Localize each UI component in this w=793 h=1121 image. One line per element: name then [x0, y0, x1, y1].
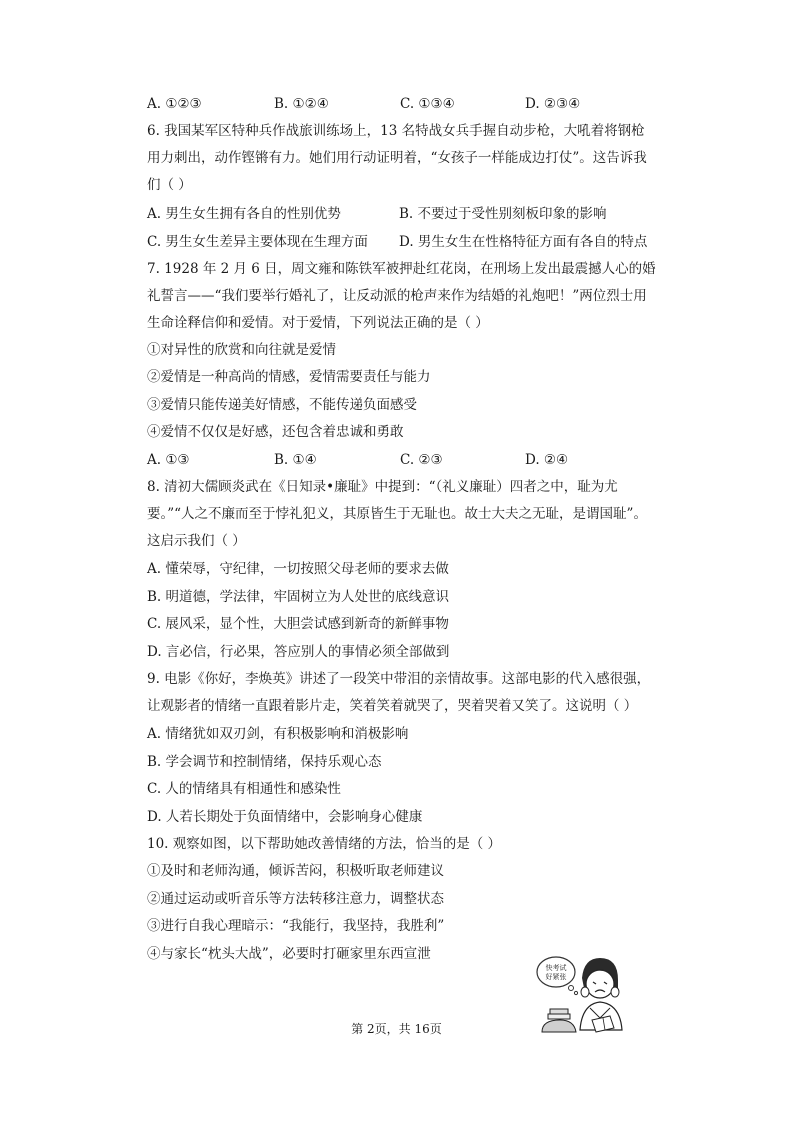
q10-item-4: ④与家长“枕头大战”，必要时打砸家里东西宣泄: [147, 946, 431, 962]
q6-options-row-2: [147, 233, 667, 251]
q7-option-c: C. ②③: [400, 452, 443, 468]
q6-stem-line-2: 用力刺出，动作铿锵有力。她们用行动证明着，“女孩子一样能成边打仗”。这告诉我: [147, 150, 647, 166]
q5-option-b: B. ①②④: [274, 96, 329, 112]
q8-stem-line-1: 8. 清初大儒顾炎武在《日知录•廉耻》中提到：“（礼义廉耻）四者之中，耻为尤: [147, 479, 618, 495]
q9-option-d: D. 人若长期处于负面情绪中，会影响身心健康: [147, 809, 423, 825]
q7-option-b: B. ①④: [274, 452, 317, 468]
svg-text:好紧张: 好紧张: [545, 973, 567, 981]
q8-option-b: B. 明道德，学法律，牢固树立为人处世的底线意识: [147, 589, 450, 605]
q8-option-d: D. 言必信，行必果，答应别人的事情必须全部做到: [147, 644, 450, 660]
q10-stem-line-1: 10. 观察如图，以下帮助她改善情绪的方法，恰当的是（ ）: [147, 836, 502, 852]
q6-option-b: B. 不要过于受性别刻板印象的影响: [399, 206, 607, 222]
thought-bubble-icon: [537, 957, 575, 987]
q7-item-2: ②爱情是一种高尚的情感，爱情需要责任与能力: [147, 369, 431, 385]
q5-option-d: D. ②③④: [525, 96, 581, 112]
q6-option-a: A. 男生女生拥有各自的性别优势: [147, 206, 341, 222]
q5-options: [147, 95, 667, 113]
face-icon: [586, 970, 614, 998]
q8-stem-line-2: 要。”“人之不廉而至于悖礼犯义，其原皆生于无耻也。故士大夫之无耻，是谓国耻”。: [147, 506, 647, 522]
q9-option-b: B. 学会调节和控制情绪，保持乐观心态: [147, 754, 382, 770]
q5-option-c: C. ①③④: [400, 96, 455, 112]
q5-option-a: A. ①②③: [147, 96, 202, 112]
q7-options: [147, 451, 667, 469]
q9-option-a: A. 情绪犹如双刃剑，有积极影响和消极影响: [147, 726, 409, 742]
q7-item-3: ③爱情只能传递美好情感，不能传递负面感受: [147, 397, 417, 413]
book-icon: [548, 1014, 570, 1019]
q9-stem-line-2: 让观影者的情绪一直跟着影片走，笑着笑着就哭了，哭着哭着又笑了。这说明（ ）: [147, 698, 638, 714]
q8-option-a: A. 懂荣辱，守纪律，一切按照父母老师的要求去做: [147, 561, 449, 577]
q6-stem-line-3: 们（ ）: [147, 177, 192, 193]
q8-option-c: C. 展风采，显个性，大胆尝试感到新奇的新鲜事物: [147, 616, 449, 632]
q6-options-row-1: [147, 205, 667, 223]
q10-item-3: ③进行自我心理暗示：“我能行，我坚持，我胜利”: [147, 918, 445, 934]
q7-stem-line-2: 礼誓言——“我们要举行婚礼了，让反动派的枪声来作为结婚的礼炮吧！”两位烈士用: [147, 288, 647, 304]
q7-option-a: A. ①③: [147, 452, 190, 468]
q9-stem-line-1: 9. 电影《你好，李焕英》讲述了一段笑中带泪的亲情故事。这部电影的代入感很强，: [147, 671, 651, 687]
thought-bubble-text: 快考试: [545, 964, 567, 972]
q8-stem-line-3: 这启示我们（ ）: [147, 533, 246, 549]
q7-option-d: D. ②④: [525, 452, 569, 468]
q7-stem-line-3: 生命诠释信仰和爱情。对于爱情，下列说法正确的是（ ）: [147, 315, 489, 331]
q6-option-c: C. 男生女生差异主要体现在生理方面: [147, 234, 368, 250]
q7-stem-line-1: 7. 1928 年 2 月 6 日，周文雍和陈铁军被押赴红花岗，在刑场上发出最震撼人心的婚: [147, 261, 656, 277]
q7-item-4: ④爱情不仅仅是好感，还包含着忠诚和勇敢: [147, 424, 404, 440]
q6-option-d: D. 男生女生在性格特征方面有各自的特点: [399, 234, 648, 250]
page-number-footer: 第 2页，共 16页: [351, 1022, 442, 1036]
q10-item-1: ①及时和老师沟通，倾诉苦闷，积极听取老师建议: [147, 863, 444, 879]
q10-item-2: ②通过运动或听音乐等方法转移注意力，调整状态: [147, 891, 444, 907]
q7-item-1: ①对异性的欣赏和向往就是爱情: [147, 342, 336, 358]
q6-stem-line-1: 6. 我国某军区特种兵作战旅训练场上，13 名特战女兵手握自动步枪，大吼着将钢枪: [147, 123, 645, 139]
q9-option-c: C. 人的情绪具有相通性和感染性: [147, 781, 341, 797]
